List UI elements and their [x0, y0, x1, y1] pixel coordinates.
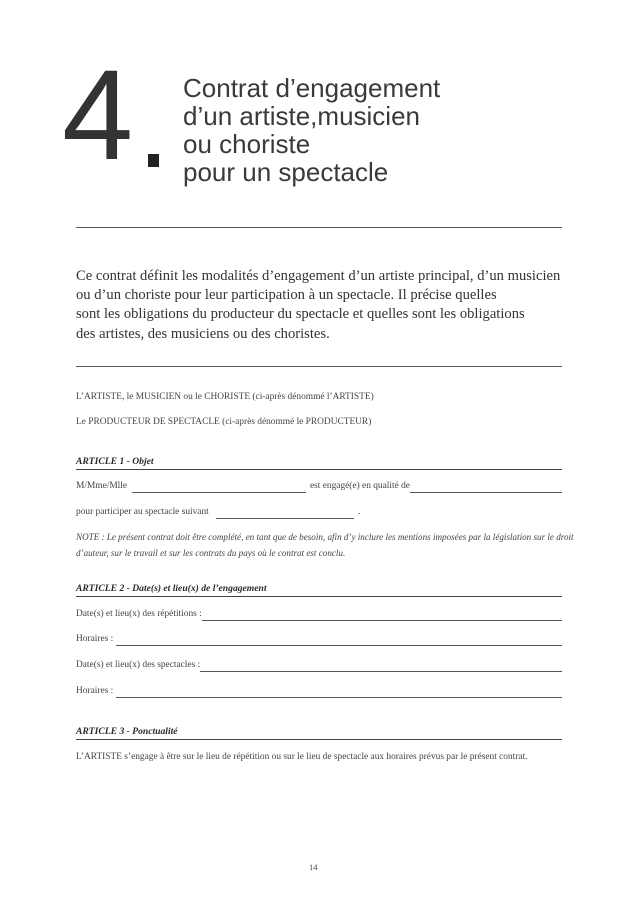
article-2-heading: ARTICLE 2 - Date(s) et lieu(x) de l’engagement	[76, 583, 267, 594]
role-input-line[interactable]	[410, 492, 562, 493]
name-input-line[interactable]	[132, 492, 306, 493]
page-title	[183, 74, 440, 186]
title-line: pour un spectacle	[183, 157, 389, 187]
intro-divider	[76, 366, 562, 367]
intro-line: ou d’un choriste pour leur participation à un spectacle. Il précise quelles	[76, 287, 497, 304]
hours-2-label: Horaires :	[76, 686, 114, 696]
name-field-row	[76, 481, 562, 495]
show-field-row	[76, 507, 562, 521]
party-producer: Le PRODUCTEUR DE SPECTACLE (ci-après dénommé le PRODUCTEUR)	[76, 417, 372, 427]
intro-line: Ce contrat définit les modalités d’engagement d’un artiste principal, d’un musicien	[76, 268, 561, 284]
note-line: NOTE : Le présent contrat doit être complété, en tant que de besoin, afin d’y inclure les mentions imposées par la législation sur le droit	[76, 532, 574, 542]
engaged-label: est engagé(e) en qualité de	[310, 481, 410, 491]
article-1-heading: ARTICLE 1 - Objet	[76, 456, 154, 467]
party-artist: L’ARTISTE, le MUSICIEN ou le CHORISTE (ci-après dénommé l’ARTISTE)	[76, 392, 374, 402]
article-1-rule	[76, 469, 562, 470]
article-3-heading: ARTICLE 3 - Ponctualité	[76, 726, 178, 737]
rehearsal-field-row	[76, 609, 562, 623]
article-3-text: L’ARTISTE s’engage à être sur le lieu de répétition ou sur le lieu de spectacle aux horaires prévus par le présent contrat.	[76, 752, 528, 762]
hours-2-input-line[interactable]	[116, 697, 562, 698]
shows-field-row	[76, 660, 562, 674]
article-3-rule	[76, 739, 562, 740]
title-line: d’un artiste,musicien	[183, 101, 420, 131]
show-input-line[interactable]	[216, 518, 354, 519]
shows-input-line[interactable]	[200, 671, 562, 672]
title-line: ou choriste	[183, 129, 311, 159]
intro-paragraph	[76, 267, 566, 344]
intro-line: des artistes, des musiciens ou des choristes.	[76, 325, 330, 342]
article-1-note	[76, 529, 574, 561]
name-label: M/Mme/Mlle	[76, 481, 128, 491]
hours-1-label: Horaires :	[76, 634, 114, 644]
header-divider	[76, 227, 562, 228]
show-label: pour participer au spectacle suivant	[76, 507, 209, 517]
intro-line: sont les obligations du producteur du spectacle et quelles sont les obligations	[76, 306, 525, 323]
chapter-number: 4	[62, 44, 130, 187]
hours-1-input-line[interactable]	[116, 645, 562, 646]
note-line: d’auteur, sur le travail et sur les contrats du pays où le contrat est conclu.	[76, 548, 346, 558]
shows-label: Date(s) et lieu(x) des spectacles :	[76, 660, 201, 670]
hours-1-field-row	[76, 634, 562, 648]
page-number: 14	[309, 862, 318, 872]
chapter-dot	[148, 154, 159, 167]
show-end: .	[358, 507, 361, 517]
rehearsal-label: Date(s) et lieu(x) des répétitions :	[76, 609, 202, 619]
hours-2-field-row	[76, 686, 562, 700]
rehearsal-input-line[interactable]	[202, 620, 562, 621]
title-line: Contrat d’engagement	[183, 73, 441, 103]
article-2-rule	[76, 596, 562, 597]
